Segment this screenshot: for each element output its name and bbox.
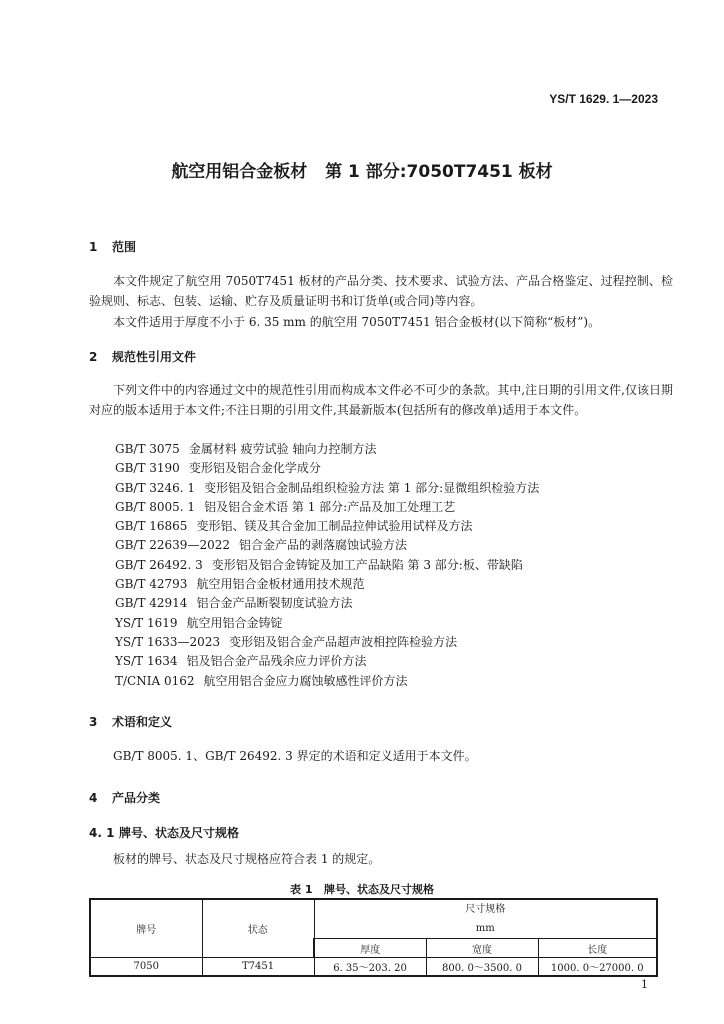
section-heading-terms — [89, 713, 172, 730]
section-number: 1 — [89, 240, 98, 254]
reference-title: 变形铝及铝合金制品组织检验方法 第 1 部分:显微组织检验方法 — [204, 480, 540, 495]
reference-list — [115, 440, 539, 691]
terms-paragraph: GB/T 8005. 1、GB/T 26492. 3 界定的术语和定义适用于本文件。 — [113, 749, 477, 763]
reference-title: 铝合金产品的剥落腐蚀试验方法 — [238, 538, 407, 553]
section-heading-scope — [89, 238, 136, 255]
document-title: 航空用铝合金板材 第 1 部分:7050T7451 板材 — [171, 162, 553, 182]
subsection-heading-grade-temper-size — [89, 824, 239, 841]
reference-item — [115, 594, 539, 613]
header-thickness: 厚度 — [314, 939, 426, 958]
reference-item — [115, 652, 539, 671]
reference-code: GB/T 26492. 3 — [115, 557, 203, 572]
reference-item — [115, 556, 539, 575]
header-width: 宽度 — [426, 939, 538, 958]
reference-item — [115, 498, 539, 517]
reference-code: GB/T 16865 — [115, 519, 188, 534]
reference-title: 铝合金产品断裂韧度试验方法 — [196, 596, 353, 611]
table-caption — [0, 881, 724, 897]
reference-code: YS/T 1633—2023 — [115, 634, 221, 649]
table-caption-number: 表 1 — [290, 883, 313, 896]
header-grade: 牌号 — [90, 899, 202, 958]
section-title: 产品分类 — [112, 791, 161, 805]
reference-item — [115, 479, 539, 498]
reference-code: T/CNIA 0162 — [115, 673, 195, 688]
reference-title: 金属材料 疲劳试验 轴向力控制方法 — [188, 442, 377, 456]
reference-code: GB/T 8005. 1 — [115, 499, 196, 514]
reference-item — [115, 517, 539, 536]
reference-code: GB/T 42793 — [115, 577, 188, 592]
header-temper: 状态 — [202, 899, 314, 958]
table-row — [90, 958, 657, 976]
reference-code: GB/T 3190 — [115, 461, 180, 476]
section-title: 范围 — [112, 240, 137, 254]
reference-title: 变形铝及铝合金产品超声波相控阵检验方法 — [229, 634, 458, 649]
section-title: 规范性引用文件 — [112, 350, 197, 364]
section-heading-classification — [89, 789, 160, 806]
reference-code: GB/T 42914 — [115, 596, 188, 611]
reference-item — [115, 575, 539, 594]
reference-title: 变形铝及铝合金铸锭及加工产品缺陷 第 3 部分:板、带缺陷 — [211, 557, 523, 572]
section-number: 3 — [89, 715, 98, 729]
spec-table — [89, 898, 658, 977]
cell-width: 800. 0～3500. 0 — [426, 958, 538, 976]
cell-temper: T7451 — [202, 958, 314, 976]
standard-code: YS/T 1629. 1—2023 — [549, 92, 658, 106]
cell-thickness: 6. 35～203. 20 — [314, 958, 426, 976]
section-heading-normative-references — [89, 348, 196, 365]
reference-code: GB/T 3075 — [115, 442, 180, 456]
references-intro: 下列文件中的内容通过文中的规范性引用而构成本文件必不可少的条款。其中,注日期的引用文件,仅该日期对应的版本适用于本文件;不注日期的引用文件,其最新版本(包括所有的修改单)适用于本文件。 — [89, 383, 673, 417]
scope-paragraph-2: 本文件适用于厚度不小于 6. 35 mm 的航空用 7050T7451 铝合金板材(以下简称“板材”)。 — [113, 315, 601, 329]
reference-item — [115, 672, 539, 691]
reference-item — [115, 536, 539, 555]
reference-title: 变形铝及铝合金化学成分 — [188, 461, 321, 476]
page-number: 1 — [641, 978, 648, 991]
reference-title: 航空用铝合金板材通用技术规范 — [196, 577, 365, 592]
classification-paragraph: 板材的牌号、状态及尺寸规格应符合表 1 的规定。 — [113, 852, 381, 866]
section-number: 4 — [89, 791, 98, 805]
reference-code: YS/T 1619 — [115, 615, 178, 630]
section-title: 术语和定义 — [112, 715, 173, 729]
section-number: 2 — [89, 350, 98, 364]
subsection-number: 4. 1 — [89, 826, 115, 840]
header-size-unit: mm — [475, 923, 495, 934]
cell-length: 1000. 0～27000. 0 — [538, 958, 657, 976]
reference-item — [115, 459, 539, 478]
reference-title: 航空用铝合金铸锭 — [186, 615, 283, 630]
reference-code: GB/T 22639—2022 — [115, 538, 230, 553]
reference-title: 铝及铝合金术语 第 1 部分:产品及加工处理工艺 — [204, 499, 456, 514]
header-length: 长度 — [538, 939, 657, 958]
table-caption-title: 牌号、状态及尺寸规格 — [323, 883, 434, 896]
scope-paragraph-1: 本文件规定了航空用 7050T7451 板材的产品分类、技术要求、试验方法、产品合格鉴定、过程控制、检验规则、标志、包装、运输、贮存及质量证明书和订货单(或合同)等内容。 — [89, 274, 673, 308]
reference-title: 铝及铝合金产品残余应力评价方法 — [186, 654, 367, 669]
reference-item — [115, 633, 539, 652]
reference-item — [115, 440, 539, 459]
subsection-title: 牌号、状态及尺寸规格 — [119, 826, 240, 840]
header-size-label: 尺寸规格 — [465, 904, 506, 915]
cell-grade: 7050 — [90, 958, 202, 976]
reference-code: GB/T 3246. 1 — [115, 480, 196, 495]
reference-title: 变形铝、镁及其合金加工制品拉伸试验用试样及方法 — [196, 519, 473, 534]
reference-title: 航空用铝合金应力腐蚀敏感性评价方法 — [203, 673, 408, 688]
header-size-group — [314, 899, 657, 939]
reference-code: YS/T 1634 — [115, 654, 178, 669]
reference-item — [115, 614, 539, 633]
